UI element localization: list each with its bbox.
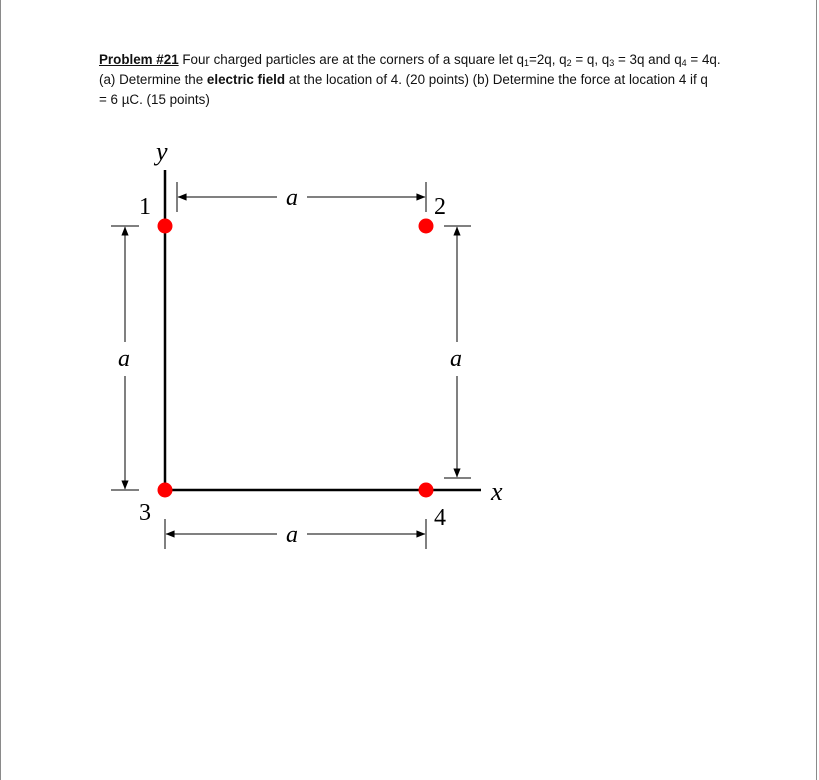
corner-1-label: 1 [139, 194, 151, 220]
corner-4-label: 4 [434, 505, 446, 531]
charge-2-dot [419, 219, 434, 234]
charge-3-dot [158, 483, 173, 498]
top-side-label: a [286, 185, 298, 211]
charge-1-dot [158, 219, 173, 234]
problem-label: Problem #21 [99, 52, 179, 67]
charge-1-expr: =2q, q [529, 52, 567, 67]
charge-2-subscript: 2 [566, 58, 572, 68]
charge-1-subscript: 1 [524, 58, 530, 68]
problem-intro: Four charged particles are at the corners of a square let q [178, 52, 525, 67]
square-diagram [1, 0, 818, 780]
charge-4-subscript: 4 [681, 58, 687, 68]
bottom-side-label: a [286, 522, 298, 548]
charge-2-expr: = q, q [571, 52, 610, 67]
part-a-suffix: at the location of 4. (20 points) (b) Determine the force at location 4 if q [285, 72, 708, 87]
corner-3-label: 3 [139, 500, 151, 526]
charge-4-dot [419, 483, 434, 498]
charge-4-expr: = 4q. [686, 52, 721, 67]
part-b-line: = 6 µC. (15 points) [99, 92, 210, 107]
charge-3-subscript: 3 [609, 58, 615, 68]
x-axis-label: x [491, 477, 503, 506]
part-a-bold: electric field [206, 72, 286, 87]
corner-2-label: 2 [434, 194, 446, 220]
left-side-label: a [118, 346, 130, 372]
charge-3-expr: = 3q and q [614, 52, 682, 67]
y-axis-label: y [156, 137, 168, 166]
right-side-label: a [450, 346, 462, 372]
part-a-prefix: (a) Determine the [99, 72, 207, 87]
